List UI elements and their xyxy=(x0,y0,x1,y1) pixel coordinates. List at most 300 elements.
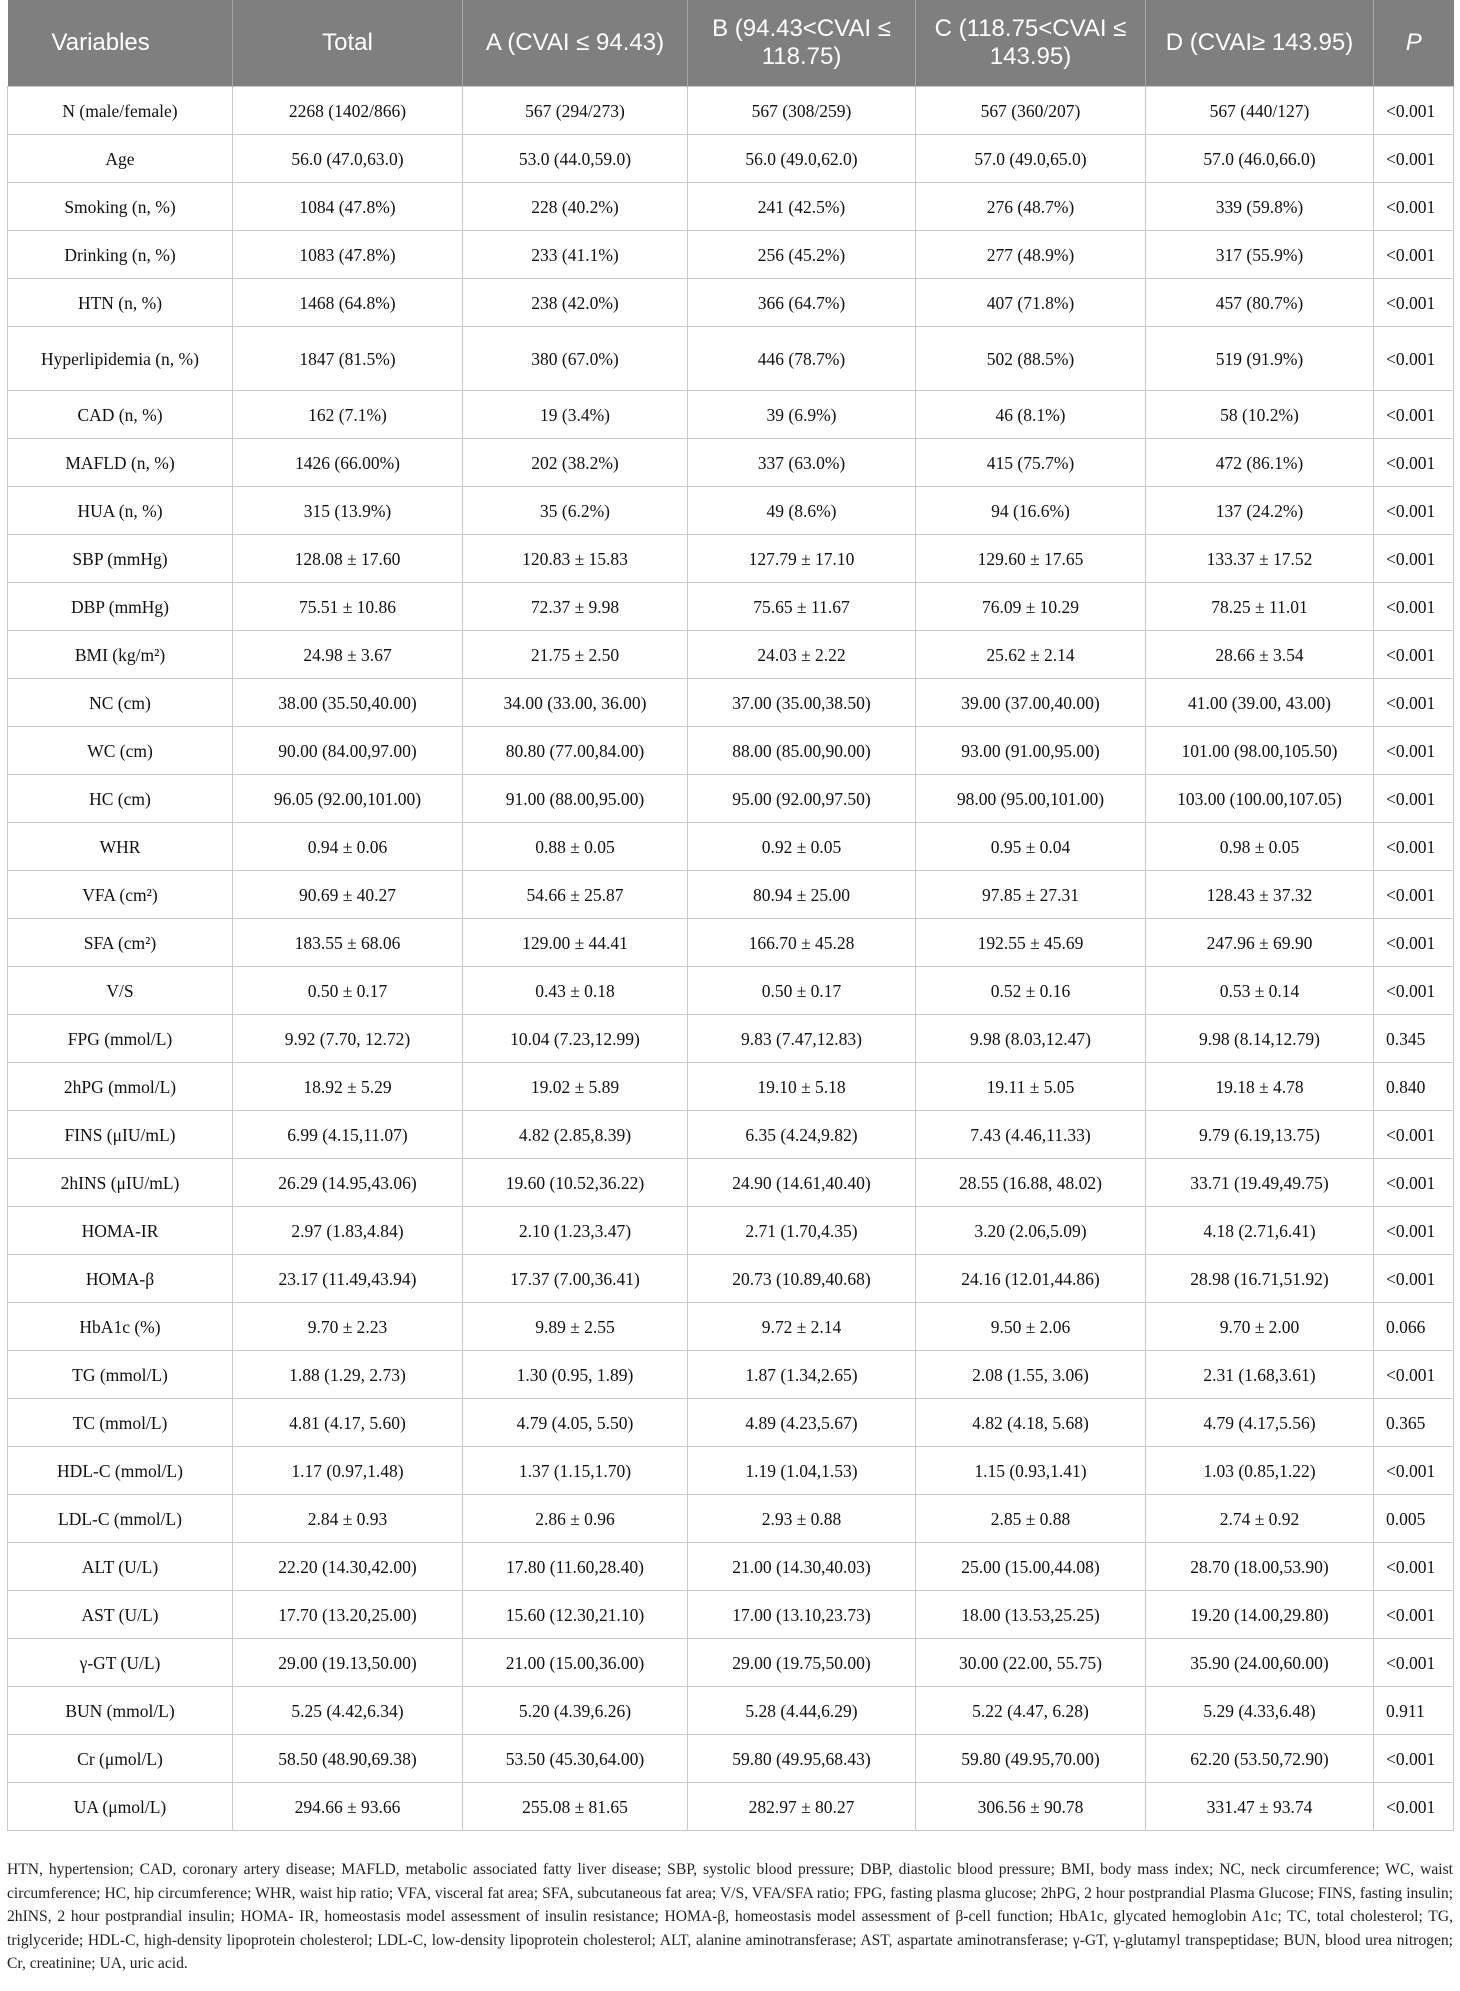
group-b-cell: 5.28 (4.44,6.29) xyxy=(688,1687,916,1735)
total-cell: 1847 (81.5%) xyxy=(233,327,463,391)
table-row xyxy=(8,823,1454,871)
group-c-cell: 567 (360/207) xyxy=(916,87,1146,135)
group-a-cell: 10.04 (7.23,12.99) xyxy=(463,1015,688,1063)
p-value-cell: <0.001 xyxy=(1374,439,1454,487)
table-row xyxy=(8,583,1454,631)
table-row xyxy=(8,231,1454,279)
variable-cell: DBP (mmHg) xyxy=(8,583,233,631)
total-cell: 90.69 ± 40.27 xyxy=(233,871,463,919)
group-c-cell: 3.20 (2.06,5.09) xyxy=(916,1207,1146,1255)
group-d-cell: 9.98 (8.14,12.79) xyxy=(1146,1015,1374,1063)
p-value-cell: <0.001 xyxy=(1374,1639,1454,1687)
group-d-cell: 1.03 (0.85,1.22) xyxy=(1146,1447,1374,1495)
group-d-cell: 78.25 ± 11.01 xyxy=(1146,583,1374,631)
p-value-cell: <0.001 xyxy=(1374,1207,1454,1255)
table-row xyxy=(8,1639,1454,1687)
group-d-cell: 4.79 (4.17,5.56) xyxy=(1146,1399,1374,1447)
total-cell: 26.29 (14.95,43.06) xyxy=(233,1159,463,1207)
variable-cell: Smoking (n, %) xyxy=(8,183,233,231)
total-cell: 24.98 ± 3.67 xyxy=(233,631,463,679)
group-c-cell: 30.00 (22.00, 55.75) xyxy=(916,1639,1146,1687)
table-row xyxy=(8,183,1454,231)
p-value-cell: <0.001 xyxy=(1374,183,1454,231)
group-a-cell: 91.00 (88.00,95.00) xyxy=(463,775,688,823)
header-group-d: D (CVAI≥ 143.95) xyxy=(1146,0,1374,87)
variable-cell: AST (U/L) xyxy=(8,1591,233,1639)
group-a-cell: 54.66 ± 25.87 xyxy=(463,871,688,919)
group-d-cell: 2.74 ± 0.92 xyxy=(1146,1495,1374,1543)
group-c-cell: 2.08 (1.55, 3.06) xyxy=(916,1351,1146,1399)
table-row xyxy=(8,391,1454,439)
group-b-cell: 0.50 ± 0.17 xyxy=(688,967,916,1015)
group-b-cell: 59.80 (49.95,68.43) xyxy=(688,1735,916,1783)
group-b-cell: 282.97 ± 80.27 xyxy=(688,1783,916,1831)
group-d-cell: 472 (86.1%) xyxy=(1146,439,1374,487)
header-group-a: A (CVAI ≤ 94.43) xyxy=(463,0,688,87)
total-cell: 22.20 (14.30,42.00) xyxy=(233,1543,463,1591)
group-c-cell: 9.50 ± 2.06 xyxy=(916,1303,1146,1351)
group-b-cell: 1.19 (1.04,1.53) xyxy=(688,1447,916,1495)
p-value-cell: <0.001 xyxy=(1374,1783,1454,1831)
group-a-cell: 53.0 (44.0,59.0) xyxy=(463,135,688,183)
p-value-cell: <0.001 xyxy=(1374,919,1454,967)
variable-cell: FPG (mmol/L) xyxy=(8,1015,233,1063)
p-value-cell: 0.005 xyxy=(1374,1495,1454,1543)
table-row xyxy=(8,1783,1454,1831)
group-a-cell: 80.80 (77.00,84.00) xyxy=(463,727,688,775)
group-a-cell: 21.75 ± 2.50 xyxy=(463,631,688,679)
group-b-cell: 2.93 ± 0.88 xyxy=(688,1495,916,1543)
group-c-cell: 1.15 (0.93,1.41) xyxy=(916,1447,1146,1495)
group-d-cell: 9.79 (6.19,13.75) xyxy=(1146,1111,1374,1159)
table-header xyxy=(8,0,1454,87)
variable-cell: CAD (n, %) xyxy=(8,391,233,439)
p-value-cell: <0.001 xyxy=(1374,391,1454,439)
variable-cell: SFA (cm²) xyxy=(8,919,233,967)
group-a-cell: 2.10 (1.23,3.47) xyxy=(463,1207,688,1255)
group-b-cell: 21.00 (14.30,40.03) xyxy=(688,1543,916,1591)
group-a-cell: 567 (294/273) xyxy=(463,87,688,135)
variable-cell: V/S xyxy=(8,967,233,1015)
group-c-cell: 4.82 (4.18, 5.68) xyxy=(916,1399,1146,1447)
group-b-cell: 6.35 (4.24,9.82) xyxy=(688,1111,916,1159)
group-b-cell: 29.00 (19.75,50.00) xyxy=(688,1639,916,1687)
group-b-cell: 80.94 ± 25.00 xyxy=(688,871,916,919)
variable-cell: UA (μmol/L) xyxy=(8,1783,233,1831)
p-value-cell: <0.001 xyxy=(1374,775,1454,823)
group-a-cell: 1.30 (0.95, 1.89) xyxy=(463,1351,688,1399)
p-value-cell: 0.840 xyxy=(1374,1063,1454,1111)
variable-cell: HOMA-β xyxy=(8,1255,233,1303)
table-row xyxy=(8,1303,1454,1351)
variable-cell: HC (cm) xyxy=(8,775,233,823)
group-b-cell: 39 (6.9%) xyxy=(688,391,916,439)
group-b-cell: 17.00 (13.10,23.73) xyxy=(688,1591,916,1639)
variable-cell: TC (mmol/L) xyxy=(8,1399,233,1447)
group-b-cell: 2.71 (1.70,4.35) xyxy=(688,1207,916,1255)
group-c-cell: 59.80 (49.95,70.00) xyxy=(916,1735,1146,1783)
total-cell: 2.97 (1.83,4.84) xyxy=(233,1207,463,1255)
variable-cell: HTN (n, %) xyxy=(8,279,233,327)
group-d-cell: 62.20 (53.50,72.90) xyxy=(1146,1735,1374,1783)
p-value-cell: <0.001 xyxy=(1374,727,1454,775)
group-d-cell: 567 (440/127) xyxy=(1146,87,1374,135)
p-value-cell: <0.001 xyxy=(1374,1447,1454,1495)
p-value-cell: 0.911 xyxy=(1374,1687,1454,1735)
table-row xyxy=(8,487,1454,535)
p-value-cell: <0.001 xyxy=(1374,679,1454,727)
total-cell: 2.84 ± 0.93 xyxy=(233,1495,463,1543)
table-row xyxy=(8,135,1454,183)
group-b-cell: 1.87 (1.34,2.65) xyxy=(688,1351,916,1399)
group-b-cell: 9.72 ± 2.14 xyxy=(688,1303,916,1351)
header-row xyxy=(8,0,1454,87)
total-cell: 58.50 (48.90,69.38) xyxy=(233,1735,463,1783)
p-value-cell: <0.001 xyxy=(1374,1735,1454,1783)
group-d-cell: 101.00 (98.00,105.50) xyxy=(1146,727,1374,775)
group-a-cell: 17.37 (7.00,36.41) xyxy=(463,1255,688,1303)
p-value-cell: <0.001 xyxy=(1374,87,1454,135)
total-cell: 1083 (47.8%) xyxy=(233,231,463,279)
table-row xyxy=(8,1207,1454,1255)
group-d-cell: 0.98 ± 0.05 xyxy=(1146,823,1374,871)
group-c-cell: 276 (48.7%) xyxy=(916,183,1146,231)
group-b-cell: 37.00 (35.00,38.50) xyxy=(688,679,916,727)
group-b-cell: 241 (42.5%) xyxy=(688,183,916,231)
variable-cell: TG (mmol/L) xyxy=(8,1351,233,1399)
total-cell: 1.88 (1.29, 2.73) xyxy=(233,1351,463,1399)
group-a-cell: 19.60 (10.52,36.22) xyxy=(463,1159,688,1207)
group-d-cell: 19.20 (14.00,29.80) xyxy=(1146,1591,1374,1639)
group-d-cell: 9.70 ± 2.00 xyxy=(1146,1303,1374,1351)
group-a-cell: 15.60 (12.30,21.10) xyxy=(463,1591,688,1639)
table-row xyxy=(8,679,1454,727)
group-b-cell: 337 (63.0%) xyxy=(688,439,916,487)
group-d-cell: 317 (55.9%) xyxy=(1146,231,1374,279)
table-row xyxy=(8,727,1454,775)
total-cell: 1.17 (0.97,1.48) xyxy=(233,1447,463,1495)
table-row xyxy=(8,1063,1454,1111)
table-row xyxy=(8,919,1454,967)
group-c-cell: 19.11 ± 5.05 xyxy=(916,1063,1146,1111)
group-c-cell: 306.56 ± 90.78 xyxy=(916,1783,1146,1831)
table-row xyxy=(8,1447,1454,1495)
variable-cell: 2hPG (mmol/L) xyxy=(8,1063,233,1111)
group-c-cell: 28.55 (16.88, 48.02) xyxy=(916,1159,1146,1207)
table-row xyxy=(8,439,1454,487)
group-c-cell: 5.22 (4.47, 6.28) xyxy=(916,1687,1146,1735)
table-row xyxy=(8,1015,1454,1063)
group-d-cell: 28.98 (16.71,51.92) xyxy=(1146,1255,1374,1303)
total-cell: 23.17 (11.49,43.94) xyxy=(233,1255,463,1303)
group-a-cell: 233 (41.1%) xyxy=(463,231,688,279)
group-a-cell: 0.88 ± 0.05 xyxy=(463,823,688,871)
group-d-cell: 247.96 ± 69.90 xyxy=(1146,919,1374,967)
group-c-cell: 46 (8.1%) xyxy=(916,391,1146,439)
total-cell: 38.00 (35.50,40.00) xyxy=(233,679,463,727)
table-row xyxy=(8,1111,1454,1159)
group-b-cell: 0.92 ± 0.05 xyxy=(688,823,916,871)
total-cell: 9.92 (7.70, 12.72) xyxy=(233,1015,463,1063)
group-a-cell: 17.80 (11.60,28.40) xyxy=(463,1543,688,1591)
variable-cell: SBP (mmHg) xyxy=(8,535,233,583)
p-value-cell: <0.001 xyxy=(1374,1351,1454,1399)
variable-cell: 2hINS (μIU/mL) xyxy=(8,1159,233,1207)
table-row xyxy=(8,1495,1454,1543)
p-value-cell: 0.365 xyxy=(1374,1399,1454,1447)
p-value-cell: <0.001 xyxy=(1374,631,1454,679)
group-b-cell: 446 (78.7%) xyxy=(688,327,916,391)
total-cell: 18.92 ± 5.29 xyxy=(233,1063,463,1111)
group-d-cell: 2.31 (1.68,3.61) xyxy=(1146,1351,1374,1399)
total-cell: 0.50 ± 0.17 xyxy=(233,967,463,1015)
total-cell: 1468 (64.8%) xyxy=(233,279,463,327)
group-c-cell: 0.52 ± 0.16 xyxy=(916,967,1146,1015)
group-c-cell: 2.85 ± 0.88 xyxy=(916,1495,1146,1543)
total-cell: 90.00 (84.00,97.00) xyxy=(233,727,463,775)
total-cell: 0.94 ± 0.06 xyxy=(233,823,463,871)
group-a-cell: 72.37 ± 9.98 xyxy=(463,583,688,631)
group-c-cell: 415 (75.7%) xyxy=(916,439,1146,487)
group-a-cell: 19.02 ± 5.89 xyxy=(463,1063,688,1111)
group-c-cell: 57.0 (49.0,65.0) xyxy=(916,135,1146,183)
table-row xyxy=(8,1687,1454,1735)
group-c-cell: 192.55 ± 45.69 xyxy=(916,919,1146,967)
group-a-cell: 120.83 ± 15.83 xyxy=(463,535,688,583)
header-total: Total xyxy=(233,0,463,87)
table-container xyxy=(7,0,1453,1831)
variable-cell: Cr (μmol/L) xyxy=(8,1735,233,1783)
variable-cell: Hyperlipidemia (n, %) xyxy=(8,327,233,391)
group-b-cell: 75.65 ± 11.67 xyxy=(688,583,916,631)
group-a-cell: 228 (40.2%) xyxy=(463,183,688,231)
p-value-cell: <0.001 xyxy=(1374,535,1454,583)
group-c-cell: 407 (71.8%) xyxy=(916,279,1146,327)
table-row xyxy=(8,87,1454,135)
group-c-cell: 7.43 (4.46,11.33) xyxy=(916,1111,1146,1159)
group-b-cell: 56.0 (49.0,62.0) xyxy=(688,135,916,183)
variable-cell: VFA (cm²) xyxy=(8,871,233,919)
group-d-cell: 457 (80.7%) xyxy=(1146,279,1374,327)
group-d-cell: 28.66 ± 3.54 xyxy=(1146,631,1374,679)
group-b-cell: 9.83 (7.47,12.83) xyxy=(688,1015,916,1063)
group-a-cell: 0.43 ± 0.18 xyxy=(463,967,688,1015)
group-d-cell: 35.90 (24.00,60.00) xyxy=(1146,1639,1374,1687)
total-cell: 1084 (47.8%) xyxy=(233,183,463,231)
group-d-cell: 128.43 ± 37.32 xyxy=(1146,871,1374,919)
group-b-cell: 20.73 (10.89,40.68) xyxy=(688,1255,916,1303)
group-d-cell: 4.18 (2.71,6.41) xyxy=(1146,1207,1374,1255)
group-a-cell: 238 (42.0%) xyxy=(463,279,688,327)
group-c-cell: 98.00 (95.00,101.00) xyxy=(916,775,1146,823)
variable-cell: HOMA-IR xyxy=(8,1207,233,1255)
header-variables: Variables xyxy=(8,0,233,87)
p-value-cell: <0.001 xyxy=(1374,231,1454,279)
group-a-cell: 255.08 ± 81.65 xyxy=(463,1783,688,1831)
total-cell: 9.70 ± 2.23 xyxy=(233,1303,463,1351)
variable-cell: HUA (n, %) xyxy=(8,487,233,535)
group-d-cell: 19.18 ± 4.78 xyxy=(1146,1063,1374,1111)
table-footnote: HTN, hypertension; CAD, coronary artery disease; MAFLD, metabolic associated fatty liver disease; SBP, systolic blood pressure; DBP, diastolic blood pressure; BMI, body mass index; NC, neck circumference; WC, waist circumference; HC, hip circumference; WHR, waist hip ratio; VFA, visceral fat area; SFA, subcutaneous fat area; V/S, VFA/SFA ratio; FPG, fasting plasma glucose; 2hPG, 2 hour postprandial Plasma Glucose; FINS, fasting insulin; 2hINS, 2 hour postprandial insulin; HOMA- IR, homeostasis model assessment of insulin resistance; HOMA-β, homeostasis model assessment of β-cell function; HbA1c, glycated hemoglobin A1c; TC, total cholesterol; TG, triglyceride; HDL-C, high-density lipoprotein cholesterol; LDL-C, low-density lipoprotein cholesterol; ALT, alanine aminotransferase; AST, aspartate aminotransferase; γ-GT, γ-glutamyl transpeptidase; BUN, blood urea nitrogen; Cr, creatinine; UA, uric acid. xyxy=(7,1861,1453,1973)
table-row xyxy=(8,1735,1454,1783)
group-b-cell: 49 (8.6%) xyxy=(688,487,916,535)
group-c-cell: 18.00 (13.53,25.25) xyxy=(916,1591,1146,1639)
variable-cell: Drinking (n, %) xyxy=(8,231,233,279)
variable-cell: ALT (U/L) xyxy=(8,1543,233,1591)
total-cell: 29.00 (19.13,50.00) xyxy=(233,1639,463,1687)
group-a-cell: 4.82 (2.85,8.39) xyxy=(463,1111,688,1159)
table-row xyxy=(8,775,1454,823)
group-b-cell: 366 (64.7%) xyxy=(688,279,916,327)
table-row xyxy=(8,1543,1454,1591)
group-c-cell: 39.00 (37.00,40.00) xyxy=(916,679,1146,727)
header-p-value: P xyxy=(1374,0,1454,87)
variable-cell: LDL-C (mmol/L) xyxy=(8,1495,233,1543)
group-d-cell: 339 (59.8%) xyxy=(1146,183,1374,231)
p-value-cell: <0.001 xyxy=(1374,583,1454,631)
p-value-cell: <0.001 xyxy=(1374,1543,1454,1591)
group-d-cell: 0.53 ± 0.14 xyxy=(1146,967,1374,1015)
table-row xyxy=(8,871,1454,919)
group-a-cell: 9.89 ± 2.55 xyxy=(463,1303,688,1351)
group-c-cell: 9.98 (8.03,12.47) xyxy=(916,1015,1146,1063)
header-group-c: C (118.75<CVAI ≤ 143.95) xyxy=(916,0,1146,87)
variable-cell: BMI (kg/m²) xyxy=(8,631,233,679)
p-value-cell: 0.066 xyxy=(1374,1303,1454,1351)
group-a-cell: 34.00 (33.00, 36.00) xyxy=(463,679,688,727)
total-cell: 5.25 (4.42,6.34) xyxy=(233,1687,463,1735)
total-cell: 128.08 ± 17.60 xyxy=(233,535,463,583)
variable-cell: BUN (mmol/L) xyxy=(8,1687,233,1735)
group-a-cell: 129.00 ± 44.41 xyxy=(463,919,688,967)
header-group-b: B (94.43<CVAI ≤ 118.75) xyxy=(688,0,916,87)
table-row xyxy=(8,1159,1454,1207)
variable-cell: NC (cm) xyxy=(8,679,233,727)
p-value-cell: <0.001 xyxy=(1374,1159,1454,1207)
group-a-cell: 21.00 (15.00,36.00) xyxy=(463,1639,688,1687)
group-b-cell: 567 (308/259) xyxy=(688,87,916,135)
group-c-cell: 0.95 ± 0.04 xyxy=(916,823,1146,871)
group-d-cell: 133.37 ± 17.52 xyxy=(1146,535,1374,583)
variable-cell: WC (cm) xyxy=(8,727,233,775)
group-d-cell: 57.0 (46.0,66.0) xyxy=(1146,135,1374,183)
group-b-cell: 19.10 ± 5.18 xyxy=(688,1063,916,1111)
group-c-cell: 76.09 ± 10.29 xyxy=(916,583,1146,631)
p-value-cell: <0.001 xyxy=(1374,327,1454,391)
table-row xyxy=(8,327,1454,391)
group-b-cell: 166.70 ± 45.28 xyxy=(688,919,916,967)
p-value-cell: <0.001 xyxy=(1374,823,1454,871)
total-cell: 1426 (66.00%) xyxy=(233,439,463,487)
group-d-cell: 5.29 (4.33,6.48) xyxy=(1146,1687,1374,1735)
group-a-cell: 1.37 (1.15,1.70) xyxy=(463,1447,688,1495)
group-d-cell: 519 (91.9%) xyxy=(1146,327,1374,391)
total-cell: 294.66 ± 93.66 xyxy=(233,1783,463,1831)
group-c-cell: 502 (88.5%) xyxy=(916,327,1146,391)
p-value-cell: <0.001 xyxy=(1374,487,1454,535)
group-a-cell: 202 (38.2%) xyxy=(463,439,688,487)
group-a-cell: 5.20 (4.39,6.26) xyxy=(463,1687,688,1735)
group-b-cell: 4.89 (4.23,5.67) xyxy=(688,1399,916,1447)
total-cell: 96.05 (92.00,101.00) xyxy=(233,775,463,823)
variable-cell: γ-GT (U/L) xyxy=(8,1639,233,1687)
total-cell: 17.70 (13.20,25.00) xyxy=(233,1591,463,1639)
group-d-cell: 137 (24.2%) xyxy=(1146,487,1374,535)
group-a-cell: 53.50 (45.30,64.00) xyxy=(463,1735,688,1783)
group-a-cell: 19 (3.4%) xyxy=(463,391,688,439)
group-d-cell: 58 (10.2%) xyxy=(1146,391,1374,439)
total-cell: 2268 (1402/866) xyxy=(233,87,463,135)
table-row xyxy=(8,279,1454,327)
p-value-cell: <0.001 xyxy=(1374,1255,1454,1303)
variable-cell: WHR xyxy=(8,823,233,871)
group-c-cell: 94 (16.6%) xyxy=(916,487,1146,535)
variable-cell: Age xyxy=(8,135,233,183)
total-cell: 315 (13.9%) xyxy=(233,487,463,535)
baseline-characteristics-table xyxy=(7,0,1454,1831)
group-d-cell: 103.00 (100.00,107.05) xyxy=(1146,775,1374,823)
p-value-cell: 0.345 xyxy=(1374,1015,1454,1063)
total-cell: 75.51 ± 10.86 xyxy=(233,583,463,631)
group-d-cell: 41.00 (39.00, 43.00) xyxy=(1146,679,1374,727)
p-value-cell: <0.001 xyxy=(1374,135,1454,183)
variable-cell: FINS (μIU/mL) xyxy=(8,1111,233,1159)
table-row xyxy=(8,631,1454,679)
group-a-cell: 4.79 (4.05, 5.50) xyxy=(463,1399,688,1447)
group-d-cell: 28.70 (18.00,53.90) xyxy=(1146,1543,1374,1591)
group-b-cell: 24.03 ± 2.22 xyxy=(688,631,916,679)
group-d-cell: 331.47 ± 93.74 xyxy=(1146,1783,1374,1831)
table-row xyxy=(8,1351,1454,1399)
group-a-cell: 2.86 ± 0.96 xyxy=(463,1495,688,1543)
group-c-cell: 129.60 ± 17.65 xyxy=(916,535,1146,583)
variable-cell: HbA1c (%) xyxy=(8,1303,233,1351)
p-value-cell: <0.001 xyxy=(1374,967,1454,1015)
total-cell: 4.81 (4.17, 5.60) xyxy=(233,1399,463,1447)
group-b-cell: 95.00 (92.00,97.50) xyxy=(688,775,916,823)
p-value-cell: <0.001 xyxy=(1374,279,1454,327)
group-b-cell: 127.79 ± 17.10 xyxy=(688,535,916,583)
group-d-cell: 33.71 (19.49,49.75) xyxy=(1146,1159,1374,1207)
table-row xyxy=(8,1255,1454,1303)
table-row xyxy=(8,1591,1454,1639)
total-cell: 56.0 (47.0,63.0) xyxy=(233,135,463,183)
group-c-cell: 24.16 (12.01,44.86) xyxy=(916,1255,1146,1303)
group-b-cell: 256 (45.2%) xyxy=(688,231,916,279)
table-row xyxy=(8,1399,1454,1447)
group-b-cell: 24.90 (14.61,40.40) xyxy=(688,1159,916,1207)
p-value-cell: <0.001 xyxy=(1374,1111,1454,1159)
group-c-cell: 93.00 (91.00,95.00) xyxy=(916,727,1146,775)
group-b-cell: 88.00 (85.00,90.00) xyxy=(688,727,916,775)
variable-cell: HDL-C (mmol/L) xyxy=(8,1447,233,1495)
group-a-cell: 35 (6.2%) xyxy=(463,487,688,535)
group-c-cell: 277 (48.9%) xyxy=(916,231,1146,279)
group-c-cell: 97.85 ± 27.31 xyxy=(916,871,1146,919)
total-cell: 183.55 ± 68.06 xyxy=(233,919,463,967)
total-cell: 162 (7.1%) xyxy=(233,391,463,439)
p-value-cell: <0.001 xyxy=(1374,1591,1454,1639)
total-cell: 6.99 (4.15,11.07) xyxy=(233,1111,463,1159)
group-a-cell: 380 (67.0%) xyxy=(463,327,688,391)
table-body xyxy=(8,87,1454,1831)
table-row xyxy=(8,967,1454,1015)
table-row xyxy=(8,535,1454,583)
p-value-cell: <0.001 xyxy=(1374,871,1454,919)
variable-cell: MAFLD (n, %) xyxy=(8,439,233,487)
group-c-cell: 25.00 (15.00,44.08) xyxy=(916,1543,1146,1591)
group-c-cell: 25.62 ± 2.14 xyxy=(916,631,1146,679)
